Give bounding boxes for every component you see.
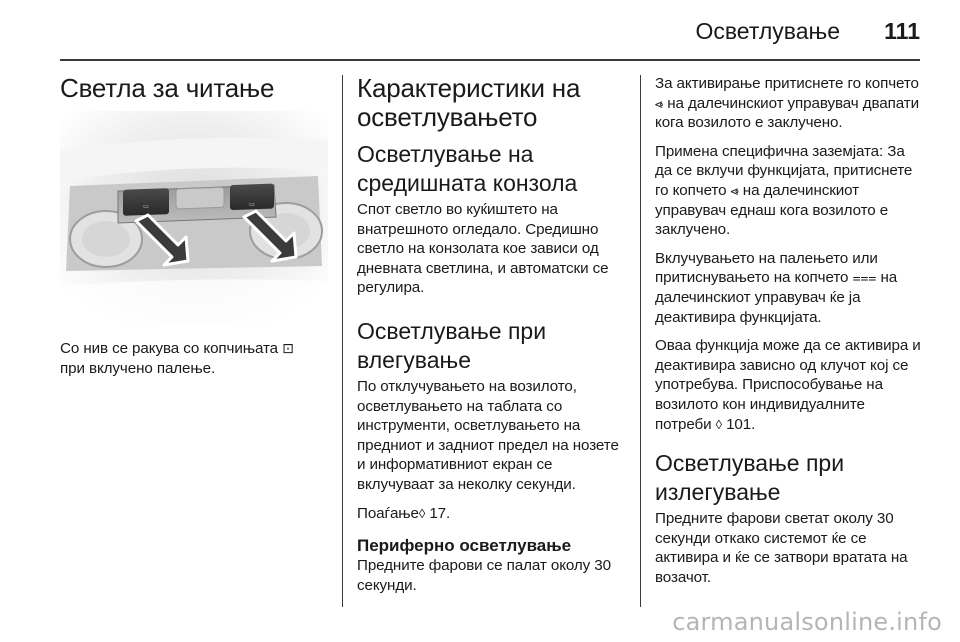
subheading-exit-lighting: Осветлување при излегување bbox=[655, 450, 845, 506]
column-1 bbox=[60, 74, 328, 387]
unlock-button-icon: ⩹ bbox=[730, 181, 739, 198]
svg-text:▭: ▭ bbox=[249, 201, 255, 208]
page-header bbox=[60, 18, 920, 48]
lock-button-icon: ⩶ bbox=[852, 269, 877, 286]
reading-lamp-buttons-photo bbox=[60, 111, 328, 323]
activation-text: За активирање притиснете го копчето ⩹ на далечинскиот управувач двапати кога возилото е заклучено. bbox=[655, 75, 920, 132]
header-title: Осветлување bbox=[695, 18, 840, 44]
svg-text:▭: ▭ bbox=[143, 203, 149, 210]
header-rule bbox=[60, 59, 920, 61]
reference-arrow-icon: ◊ bbox=[715, 416, 722, 432]
reading-light-symbol-icon: ⊡ bbox=[282, 340, 294, 356]
console-lighting-text: Спот светло во куќиштето на внатрешното огледало. Средишно светло на конзолата кое зависи од дневната светлина, и автоматски се регулира. bbox=[357, 201, 609, 297]
entry-lighting-text: По отклучувањето на возилото, осветлувањето на таблата со инструменти, осветлувањето на предниот и задниот предел на нозете и информативниот екран се вклучуваат за неколку секунди. bbox=[357, 377, 619, 493]
unlock-button-icon: ⩹ bbox=[655, 94, 664, 111]
column-divider bbox=[640, 75, 641, 607]
reference-arrow-icon: ◊ bbox=[418, 505, 426, 521]
subheading-entry-lighting: Осветлување при влегување bbox=[357, 317, 547, 373]
section-heading-reading-lights: Светла за читање bbox=[60, 73, 275, 103]
reading-lamp-photo-svg bbox=[60, 111, 328, 323]
watermark: carmanualsonline.info bbox=[672, 608, 942, 636]
country-specific-text: Примена специфична заземјата: За да се вклучи функцијата, притиснете го копчето ⩹ на далечинскиот управувач еднаш кога возилото е заклучено. bbox=[655, 142, 913, 239]
column-3 bbox=[655, 74, 923, 596]
deactivation-text: Вклучувањето на палењето или притиснувањето на копчето ⩶ на далечинскиот управувач ќе ја деактивира функцијата. bbox=[655, 249, 898, 326]
peripheral-lighting-text: Предните фарови се палат околу 30 секунди. bbox=[357, 557, 611, 594]
column-2 bbox=[357, 74, 627, 604]
subheading-console-lighting: Осветлување на средишната конзола bbox=[357, 141, 578, 196]
reading-lights-caption: Со нив се ракува со копчињата ⊡ при вклучено палење. bbox=[60, 340, 294, 377]
section-heading-lighting-features: Карактеристики на осветлувањето bbox=[357, 73, 581, 132]
entry-lighting-reference: Поаѓање◊ 17. bbox=[357, 504, 451, 522]
column-divider bbox=[342, 75, 343, 607]
exit-lighting-text: Предните фарови светат околу 30 секунди откако системот ќе се активира и ќе се затвори вратата на возачот. bbox=[655, 510, 908, 586]
personalization-text: Оваа функција може да се активира и деактивира зависно од клучот кој се употребува. Приспособување на возилото кон индивидуалните потреби ◊ 101. bbox=[655, 337, 921, 433]
subheading-peripheral-lighting: Периферно осветлување bbox=[357, 536, 572, 556]
page-number: 111 bbox=[884, 18, 920, 44]
